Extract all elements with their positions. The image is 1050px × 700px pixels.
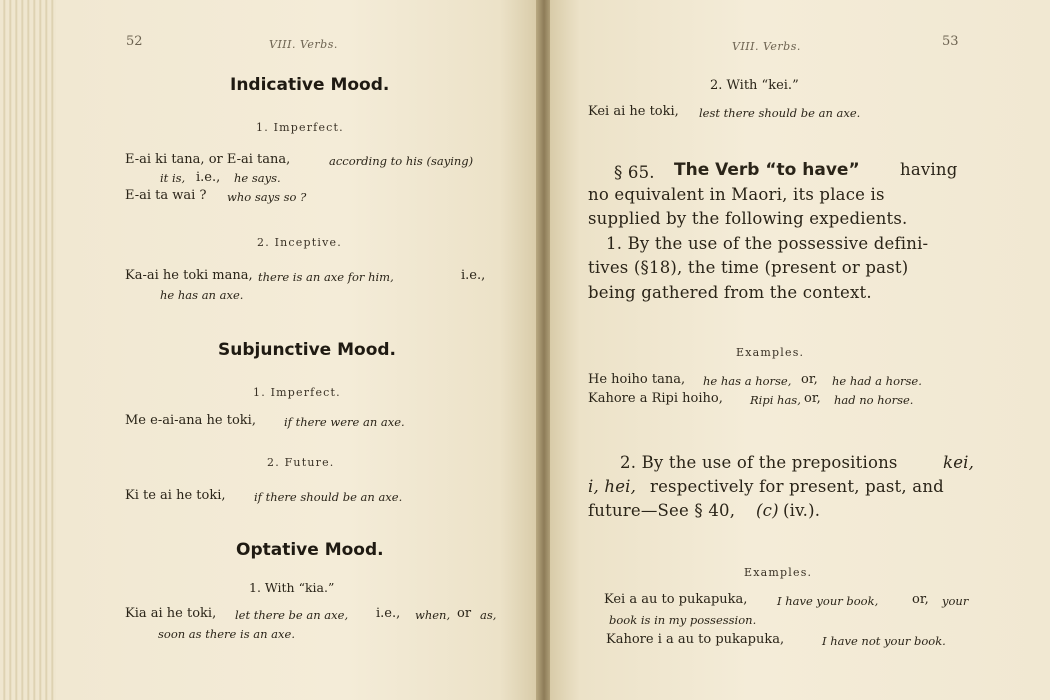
translation-text: I have your book, (777, 594, 879, 608)
text-line: Kei a au to pukapuka, (604, 592, 748, 607)
translation-text: if there should be an axe. (254, 490, 403, 504)
translation-text: I have not your book. (822, 634, 946, 648)
text-line: i.e., (196, 170, 221, 185)
page-number-right: 53 (942, 34, 959, 49)
right-page (550, 0, 1050, 700)
translation-text: kei, (943, 453, 975, 472)
translation-text: if there were an axe. (284, 415, 405, 429)
running-head-right: VIII. Verbs. (732, 40, 801, 53)
left-page (56, 0, 538, 700)
optative-kia-subheading: 1. With “kia.” (249, 580, 335, 595)
subjunctive-mood-heading: Subjunctive Mood. (218, 340, 397, 360)
text-line: or, (912, 592, 929, 607)
text-line: future—See § 40, (588, 501, 736, 520)
translation-text: who says so ? (227, 190, 307, 204)
translation-text: lest there should be an axe. (699, 106, 861, 120)
translation-text: when, (415, 608, 451, 622)
optative-kei-subheading: 2. With “kei.” (710, 78, 799, 93)
translation-text: according to his (saying) (329, 154, 474, 168)
translation-text: had no horse. (834, 393, 914, 407)
translation-text: i, hei, (588, 477, 637, 496)
text-line: i.e., (376, 606, 401, 621)
text-line: or (457, 606, 472, 621)
translation-text: there is an axe for him, (258, 270, 394, 284)
inceptive-subheading: 2. Inceptive. (257, 236, 342, 249)
text-line: or, (804, 391, 821, 406)
indicative-mood-heading: Indicative Mood. (230, 75, 390, 95)
text-line: no equivalent in Maori, its place is (588, 185, 885, 204)
translation-text: he says. (234, 171, 281, 185)
translation-text: book is in my possession. (609, 613, 757, 627)
running-head-left: VIII. Verbs. (269, 38, 338, 51)
translation-text: as, (480, 608, 497, 622)
text-line: having (900, 160, 958, 179)
translation-text: let there be an axe, (235, 608, 349, 622)
translation-text: Ripi has, (750, 393, 801, 407)
subjunctive-future-subheading: 2. Future. (267, 456, 335, 469)
page-number-left: 52 (126, 34, 143, 49)
text-line: being gathered from the context. (588, 283, 872, 302)
section-number: § 65. (614, 163, 655, 182)
text-line: or, (801, 372, 818, 387)
text-line: respectively for present, past, and (650, 477, 944, 496)
text-line: (iv.). (783, 501, 821, 520)
translation-text: he had a horse. (832, 374, 922, 388)
translation-text: he has an axe. (160, 288, 244, 302)
translation-text: it is, (160, 171, 186, 185)
text-line: He hoiho tana, (588, 372, 686, 387)
text-line: E-ai ta wai ? (125, 188, 207, 203)
text-line: Kahore a Ripi hoiho, (588, 391, 723, 406)
translation-text: he has a horse, (703, 374, 792, 388)
text-line: i.e., (461, 268, 486, 283)
text-line: Ki te ai he toki, (125, 488, 226, 503)
text-line: 1. By the use of the possessive defini- (606, 234, 929, 253)
translation-text: (c) (756, 501, 779, 520)
subjunctive-imperfect-subheading: 1. Imperfect. (253, 386, 341, 399)
translation-text: soon as there is an axe. (158, 627, 295, 641)
examples-heading-2: Examples. (744, 566, 813, 579)
text-line: tives (§18), the time (present or past) (588, 258, 909, 277)
examples-heading-1: Examples. (736, 346, 805, 359)
translation-text: your (942, 594, 969, 608)
text-line: supplied by the following expedients. (588, 209, 908, 228)
section-65-title: The Verb “to have” (674, 160, 860, 180)
text-line: Ka-ai he toki mana, (125, 268, 253, 283)
text-line: Kei ai he toki, (588, 104, 679, 119)
text-line: Kia ai he toki, (125, 606, 217, 621)
text-line: Kahore i a au to pukapuka, (606, 632, 785, 647)
text-line: 2. By the use of the prepositions (620, 453, 898, 472)
text-line: E-ai ki tana, or E-ai tana, (125, 152, 291, 167)
optative-mood-heading: Optative Mood. (236, 540, 384, 560)
text-line: Me e-ai-ana he toki, (125, 413, 256, 428)
indicative-imperfect-subheading: 1. Imperfect. (256, 121, 344, 134)
page-edges (0, 0, 58, 700)
